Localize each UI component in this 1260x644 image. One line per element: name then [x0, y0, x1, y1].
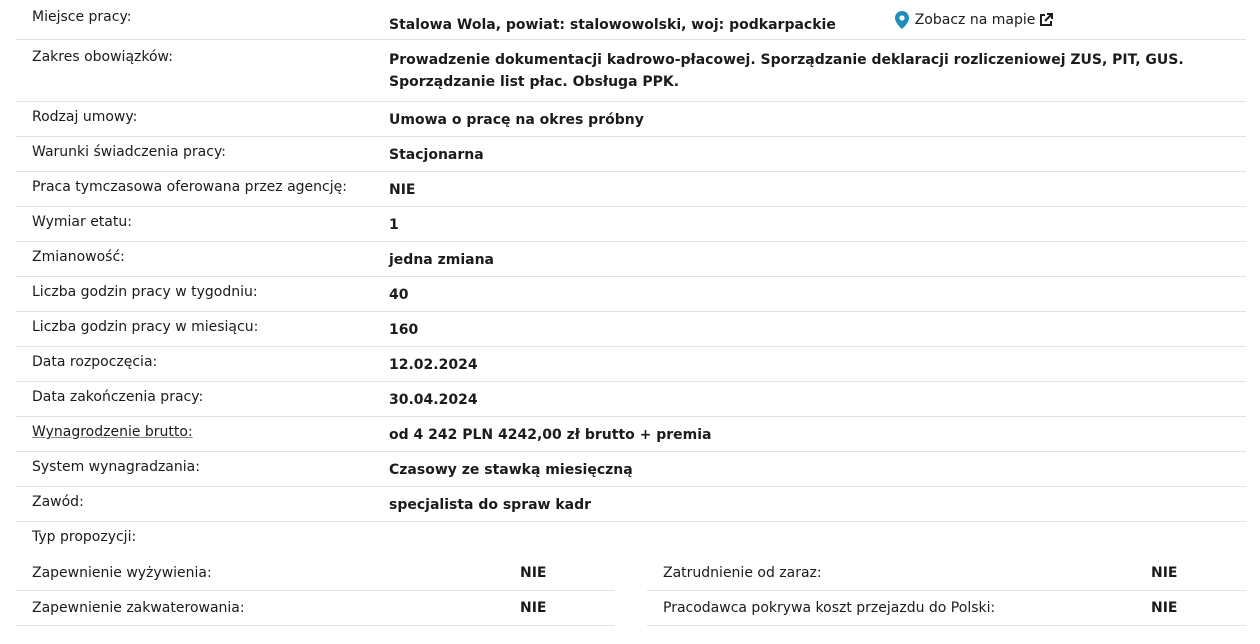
salary-label: Wynagrodzenie brutto: — [32, 424, 193, 440]
detail-label — [16, 424, 389, 440]
job-details-table — [16, 0, 1246, 626]
detail-value: 1 — [389, 217, 399, 233]
detail-label: Miejsce pracy: — [32, 9, 132, 25]
detail-row-proposal-type — [16, 522, 1246, 556]
view-on-map-link[interactable] — [895, 9, 1054, 31]
detail-row-contract — [16, 102, 1246, 137]
location-value: Stalowa Wola, powiat: stalowowolski, woj: podkarpackie — [389, 17, 836, 33]
detail-row-duties — [16, 40, 1246, 102]
detail-label: Typ propozycji: — [32, 529, 137, 545]
detail-row-location — [16, 0, 1246, 40]
detail-label: Zakres obowiązków: — [32, 49, 173, 65]
proposal-label: Pracodawca pokrywa koszt przejazdu do Polski: — [663, 600, 996, 616]
detail-label: System wynagradzania: — [32, 459, 200, 475]
proposal-row-immediate-start — [647, 556, 1246, 591]
detail-value: 30.04.2024 — [389, 392, 478, 408]
detail-row-pay-system — [16, 452, 1246, 487]
detail-label: Zawód: — [32, 494, 84, 510]
view-on-map-label: Zobacz na mapie — [914, 12, 1036, 28]
map-pin-icon — [895, 11, 909, 29]
detail-label: Zmianowość: — [32, 249, 125, 265]
proposal-row-food — [16, 556, 615, 591]
detail-row-temp-agency — [16, 172, 1246, 207]
detail-value: 40 — [389, 287, 409, 303]
detail-label: Warunki świadczenia pracy: — [32, 144, 226, 160]
detail-value: 160 — [389, 322, 419, 338]
detail-value — [389, 9, 1246, 36]
detail-value: Czasowy ze stawką miesięczną — [389, 462, 633, 478]
detail-row-salary — [16, 417, 1246, 452]
detail-row-shifts — [16, 242, 1246, 277]
proposal-label: Zapewnienie wyżywienia: — [32, 565, 212, 581]
proposal-column-right — [647, 556, 1246, 626]
detail-label: Rodzaj umowy: — [32, 109, 138, 125]
detail-label: Liczba godzin pracy w miesiącu: — [32, 319, 259, 335]
proposal-value: NIE — [520, 600, 547, 616]
proposal-row-travel-cost — [647, 591, 1246, 626]
detail-row-fte — [16, 207, 1246, 242]
proposal-value: NIE — [520, 565, 547, 581]
detail-label: Liczba godzin pracy w tygodniu: — [32, 284, 258, 300]
detail-value: Prowadzenie dokumentacji kadrowo-płacowej. Sporządzanie deklaracji rozliczeniowej ZUS, PIT, GUS. Sporządzanie list płac. Obsługa PPK. — [389, 52, 1184, 90]
detail-value: specjalista do spraw kadr — [389, 497, 592, 513]
detail-row-weekly-hours — [16, 277, 1246, 312]
detail-row-start-date — [16, 347, 1246, 382]
detail-row-monthly-hours — [16, 312, 1246, 347]
detail-row-end-date — [16, 382, 1246, 417]
detail-label: Data rozpoczęcia: — [32, 354, 158, 370]
detail-value: jedna zmiana — [389, 252, 494, 268]
proposal-row-accommodation — [16, 591, 615, 626]
detail-label: Wymiar etatu: — [32, 214, 132, 230]
detail-label: Praca tymczasowa oferowana przez agencję: — [32, 179, 347, 195]
detail-row-work-conditions — [16, 137, 1246, 172]
proposal-label: Zatrudnienie od zaraz: — [663, 565, 822, 581]
detail-value: NIE — [389, 182, 416, 198]
proposal-column-left — [16, 556, 615, 626]
external-link-icon — [1039, 13, 1053, 27]
proposal-value: NIE — [1151, 565, 1178, 581]
proposal-label: Zapewnienie zakwaterowania: — [32, 600, 245, 616]
proposal-value: NIE — [1151, 600, 1178, 616]
detail-value: Stacjonarna — [389, 147, 484, 163]
proposal-grid — [16, 556, 1246, 626]
detail-label: Data zakończenia pracy: — [32, 389, 204, 405]
detail-value: 12.02.2024 — [389, 357, 478, 373]
detail-value: Umowa o pracę na okres próbny — [389, 112, 644, 128]
detail-row-occupation — [16, 487, 1246, 522]
detail-value: od 4 242 PLN 4242,00 zł brutto + premia — [389, 427, 712, 443]
